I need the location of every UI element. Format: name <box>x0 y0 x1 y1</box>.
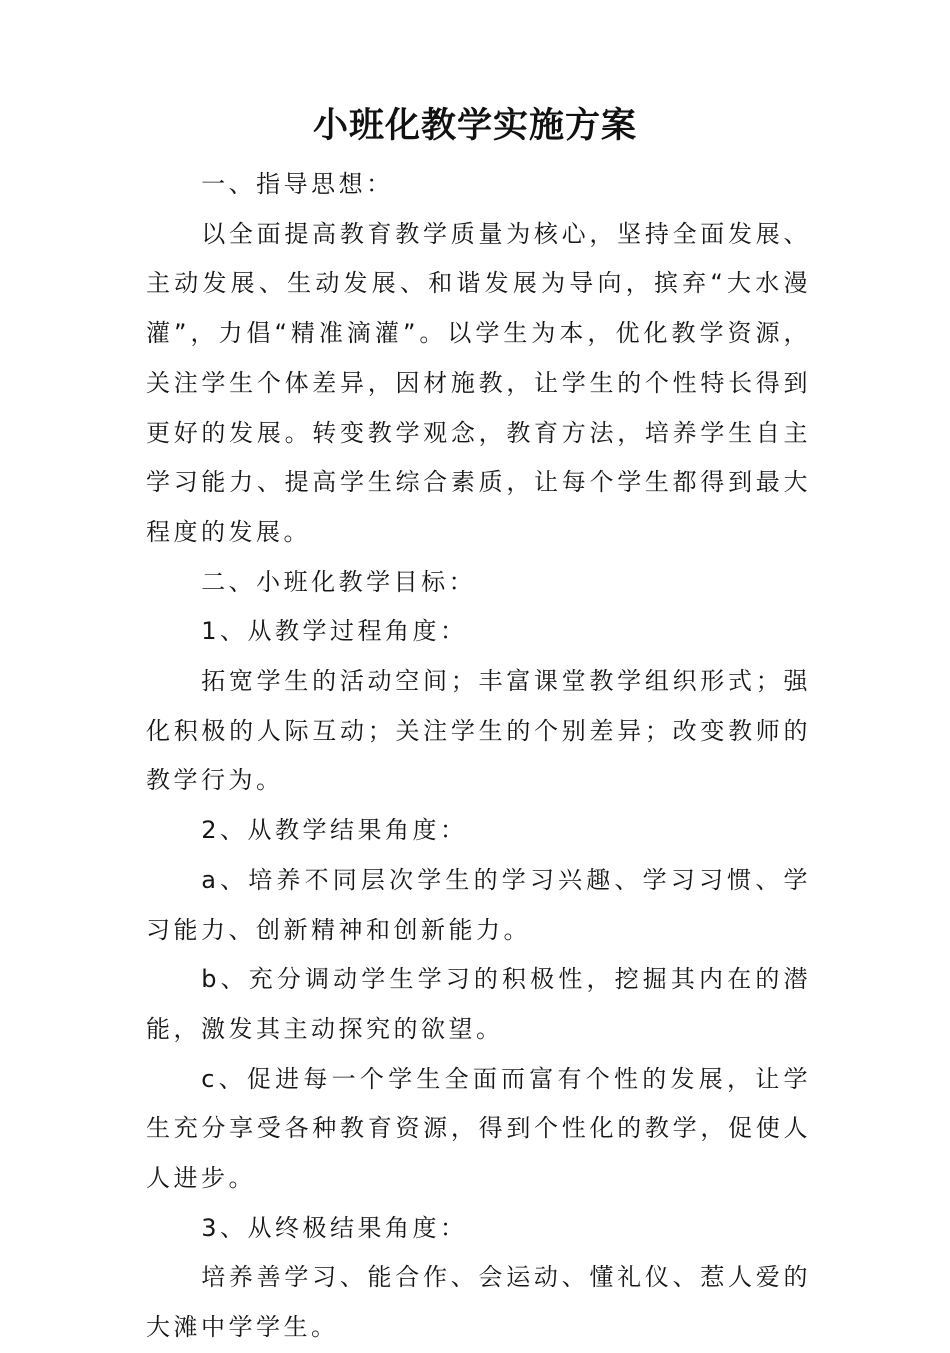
section-heading-teaching-goals: 二、小班化教学目标： <box>201 567 477 596</box>
subheading-teaching-process: 1、从教学过程角度： <box>201 617 468 646</box>
section-heading-guiding-ideology: 一、指导思想： <box>201 170 394 198</box>
subheading-teaching-results: 2、从教学结果角度： <box>201 816 468 845</box>
paragraph-guiding-ideology: 以全面提高教育教学质量为核心，坚持全面发展、主动发展、生动发展、和谐发展为导向，摈弃“大水漫灌”，力倡“精准滴灌”。以学生为本，优化教学资源，关注学生个体差异，因材施教，让学生的个性特长得到更好的发展。转变教学观念，教育方法，培养学生自主学习能力、提高学生综合素质，让每个学生都得到最大程度的发展。 <box>146 219 811 546</box>
subheading-ultimate-results: 3、从终极结果角度： <box>201 1213 468 1242</box>
list-item-result-a: a、培养不同层次学生的学习兴趣、学习习惯、学习能力、创新精神和创新能力。 <box>146 865 811 944</box>
list-item-result-b: b、充分调动学生学习的积极性，挖掘其内在的潜能，激发其主动探究的欲望。 <box>146 965 811 1043</box>
list-item-result-c: c、促进每一个学生全面而富有个性的发展，让学生充分享受各种教育资源，得到个性化的教学，促使人人进步。 <box>146 1064 811 1193</box>
paragraph-teaching-process: 拓宽学生的活动空间；丰富课堂教学组织形式；强化积极的人际互动；关注学生的个别差异；改变教师的教学行为。 <box>146 667 811 795</box>
paragraph-ultimate-results: 培养善学习、能合作、会运动、懂礼仪、惹人爱的大滩中学学生。 <box>146 1263 811 1342</box>
document-body <box>146 160 811 1353</box>
document-title: 小班化教学实施方案 <box>312 105 637 146</box>
